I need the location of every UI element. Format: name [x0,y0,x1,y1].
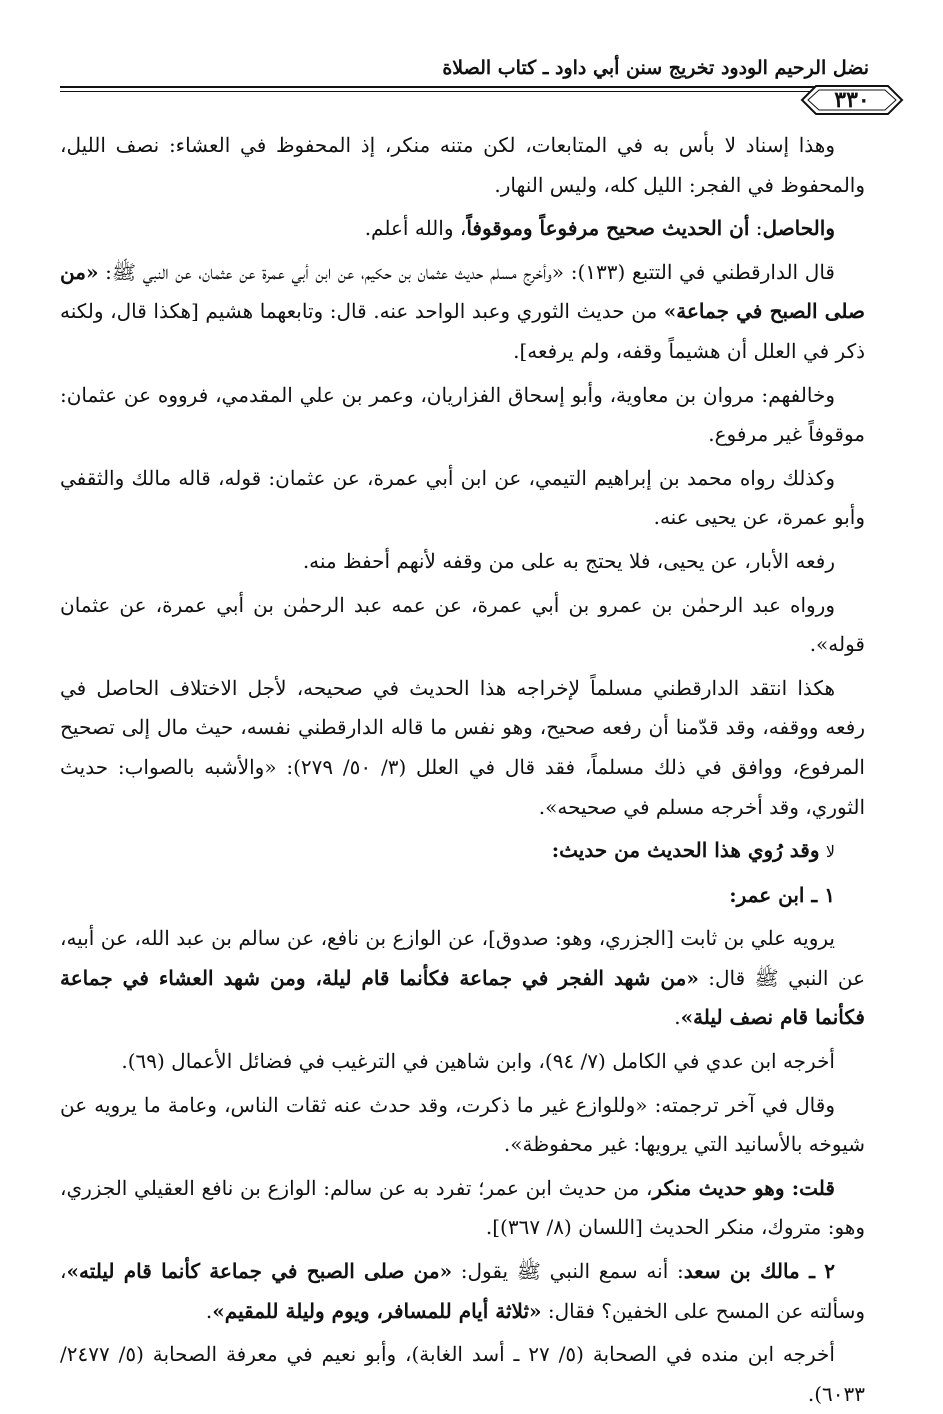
paragraph-2: والحاصل: أن الحديث صحيح مرفوعاً وموقوفاً، والله أعلم. [364,216,835,241]
paragraph-6: رفعه الأبار، عن يحيى، فلا يحتج به على من وقفه لأنهم أحفظ منه. [302,548,835,573]
paragraph-8: هكذا انتقد الدارقطني مسلماً لإخراجه هذا الحديث في صحيحه، لأجل الاختلاف الحاصل في رفعه ووقفه، وقد قدّمنا أن رفعه صحيح، وهو نفس ما قاله الدارقطني نفسه، حيث مال إلى تصحيح المرفوع، ووافق في ذلك مسلماً، فقد قال في العلل (٣/ ٥٠/ ٢٧٩): «والأشبه بالصواب: حديث الثوري، وقد أخرجه مسلم في صحيحه». [60,675,865,819]
paragraph-16: أخرجه ابن منده في الصحابة (٥/ ٢٧ ـ أسد الغابة)، وأبو نعيم في معرفة الصحابة (٥/ ٢٤٧٧/ ٦٠٣٣). [60,1342,865,1406]
header-rule-thick [60,86,869,88]
section-heading-text: وقد رُوي هذا الحديث من حديث: [551,838,820,863]
paragraph-7: ورواه عبد الرحمٰن بن عمرو بن أبي عمرة، عن عمه عبد الرحمٰن بن أبي عمرة، عن عثمان قوله». [60,592,865,657]
paragraph-12: أخرجه ابن عدي في الكامل (٧/ ٩٤)، وابن شاهين في الترغيب في فضائل الأعمال (٦٩). [121,1049,835,1074]
page-number: ٣٣٠ [834,87,870,113]
paragraph-4: وخالفهم: مروان بن معاوية، وأبو إسحاق الفزاريان، وعمر بن علي المقدمي، فرووه عن عثمان: موقوفاً غير مرفوع. [60,382,865,447]
hadith-quote-4: «ثلاثة أيام للمسافر، ويوم وليلة للمقيم» [212,1298,542,1323]
paragraph-11: يرويه علي بن ثابت [الجزري، وهو: صدوق]، عن الوازع بن نافع، عن سالم بن عبد الله، عن أبيه، عن النبي ﷺ قال: «من شهد الفجر في جماعة فكأنما قام ليلة، ومن شهد العشاء في جماعة فكأنما قام نصف ليلة». [60,926,866,1030]
verdict-label: قلت: وهو حديث منكر [652,1175,835,1200]
main-text [60,126,866,1406]
paragraph-15: ٢ ـ مالك بن سعد: أنه سمع النبي ﷺ يقول: «من صلى الصبح في جماعة كأنما قام ليلته»، وسألته عن المسح على الخفين؟ فقال: «ثلاثة أيام للمسافر، ويوم وليلة للمقيم». [60,1259,865,1323]
running-header-title: نضل الرحيم الودود تخريج سنن أبي داود ـ كتاب الصلاة [442,57,869,79]
hadith-quote-2: «من شهد الفجر في جماعة فكأنما قام ليلة، ومن شهد العشاء في جماعة فكأنما قام نصف ليلة» [60,965,865,1030]
paragraph-3: قال الدارقطني في التتبع (١٣٣): «وأخرج مسلم حديث عثمان بن حكيم، عن ابن أبي عمرة عن عثمان، عن النبي ﷺ: «من صلى الصبح في جماعة» من حديث الثوري وعبد الواحد عنه. قال: وتابعهما هشيم [هكذا قال، ولكنه ذكر في العلل أن هشيماً وقفه، ولم يرفعه]. [60,259,865,363]
hadith-quote: «من صلى الصبح في جماعة» [60,259,865,324]
conclusion-text: أن الحديث صحيح مرفوعاً وموقوفاً [466,216,750,241]
paragraph-5: وكذلك رواه محمد بن إبراهيم التيمي، عن ابن أبي عمرة، عن عثمان: قوله، قاله مالك والثقفي وأبو عمرة، عن يحيى عنه. [60,465,865,530]
page-number-badge [794,82,910,118]
paragraph-14: قلت: وهو حديث منكر، من حديث ابن عمر؛ تفرد به عن سالم: الوازع بن نافع العقيلي الجزري، وهو: متروك، منكر الحديث [اللسان (٨/ ٣٦٧)]. [60,1175,865,1240]
header-rule-thin [60,91,869,92]
paragraph-1: وهذا إسناد لا بأس به في المتابعات، لكن متنه منكر، إذ المحفوظ في العشاء: نصف الليل، والمحفوظ في الفجر: الليل كله، وليس النهار. [60,133,865,197]
conclusion-label: والحاصل [762,216,835,241]
subheading-ibn-umar: ١ ـ ابن عمر: [729,882,835,907]
section-marker: ﻻ [825,842,835,862]
paragraph-13: وقال في آخر ترجمته: «وللوازع غير ما ذكرت، وقد حدث عنه ثقات الناس، وعامة ما يرويه عن شيوخه بالأسانيد التي يرويها: غير محفوظة». [60,1092,865,1157]
hadith-quote-3: «من صلى الصبح في جماعة كأنما قام ليلته» [66,1259,453,1284]
subheading-malik: ٢ ـ مالك بن سعد [683,1259,835,1284]
section-heading [60,831,865,872]
